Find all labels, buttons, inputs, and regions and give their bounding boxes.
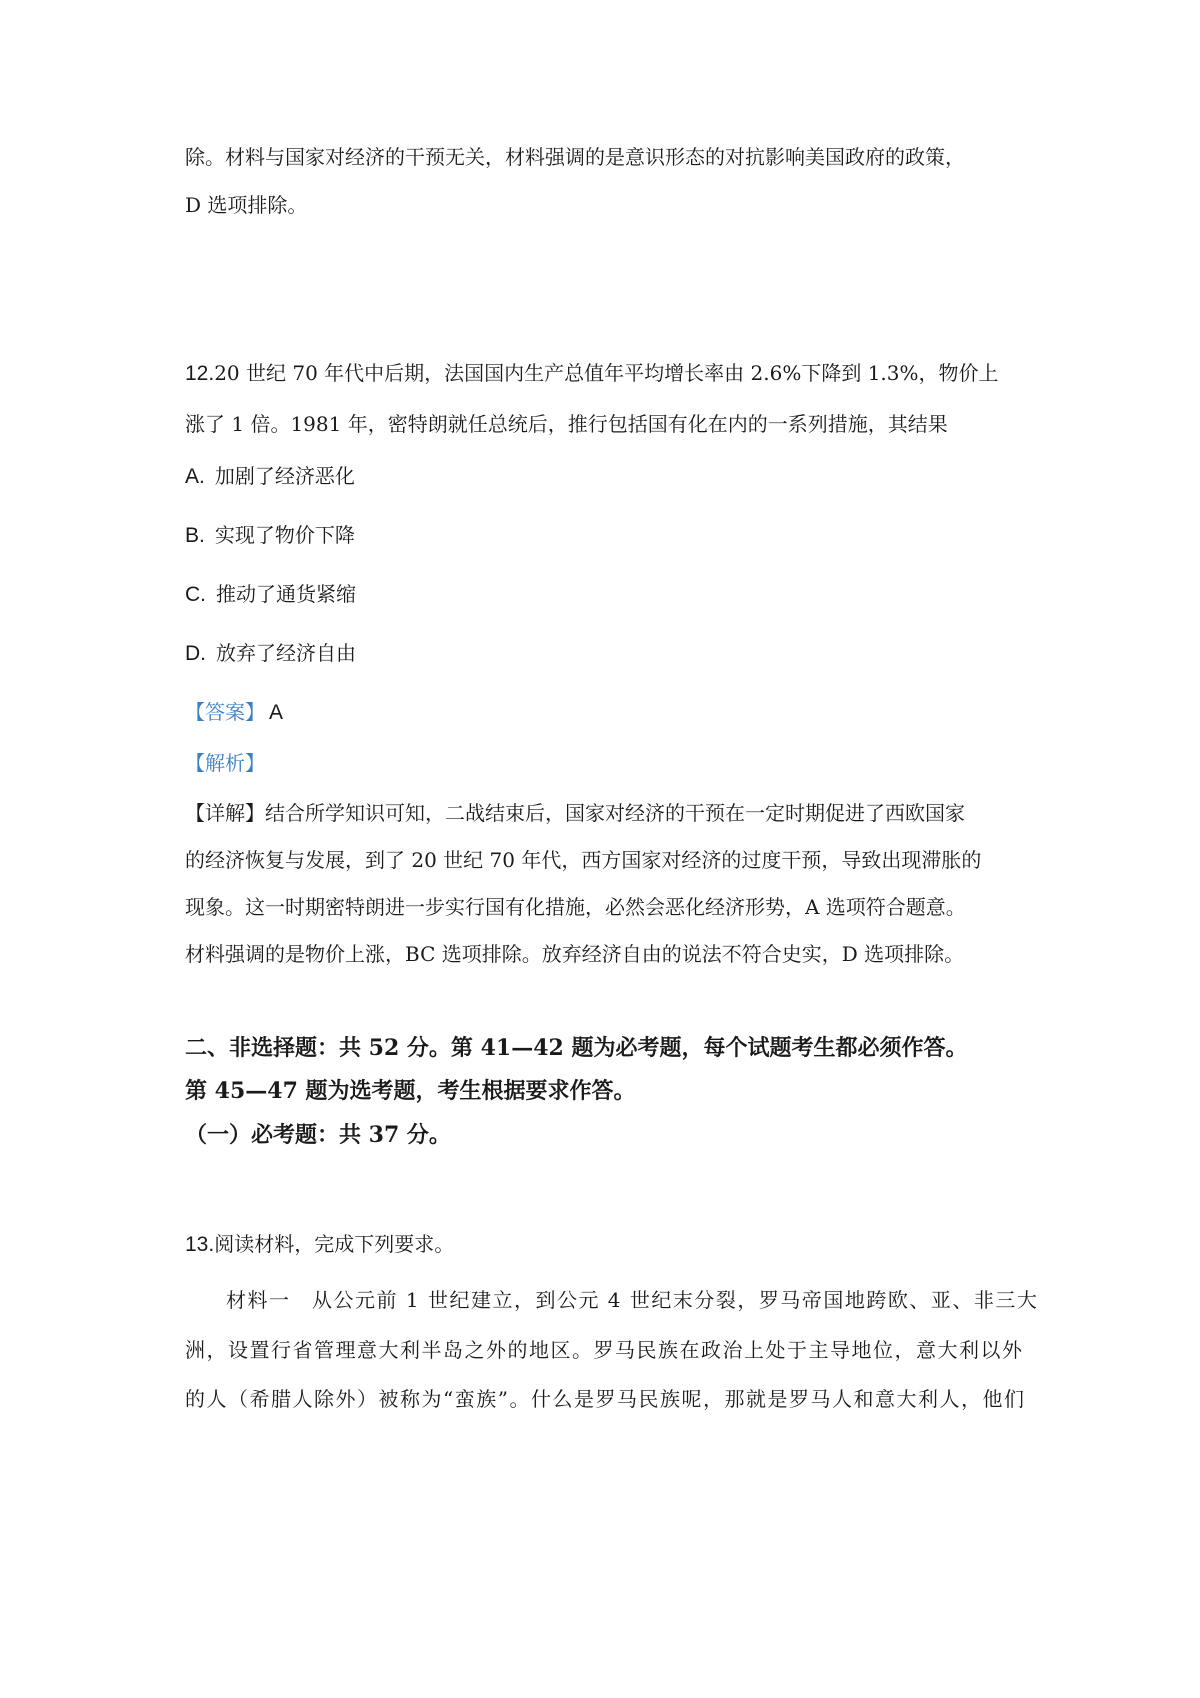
q12-stem-line-2: 涨了 1 倍。1981 年，密特朗就任总统后，推行包括国有化在内的一系列措施，其结果	[185, 412, 948, 436]
q12-option-d	[185, 639, 356, 668]
option-text: 实现了物价下降	[214, 523, 355, 547]
q12-option-b	[185, 521, 355, 550]
q12-option-c	[185, 580, 356, 609]
q13-material-line-3: 的人（希腊人除外）被称为“蛮族”。什么是罗马民族呢，那就是罗马人和意大利人，他们	[185, 1387, 1026, 1411]
option-text: 加剧了经济恶化	[214, 464, 355, 488]
option-text: 推动了通货紧缩	[216, 582, 356, 606]
q12-option-a	[185, 462, 355, 491]
q12-stem-line-1	[185, 359, 999, 388]
option-letter: A.	[185, 465, 205, 488]
option-letter: C.	[185, 583, 206, 606]
q13-stem-text: 阅读材料，完成下列要求。	[214, 1232, 455, 1256]
option-letter: B.	[185, 524, 205, 547]
section2-sub-heading: （一）必考题：共 37 分。	[185, 1122, 451, 1148]
analysis-tag: 【解析】	[185, 751, 265, 775]
q13-number: 13.	[185, 1233, 215, 1256]
q12-detail-line-4: 材料强调的是物价上涨，BC 选项排除。放弃经济自由的说法不符合史实，D 选项排除。	[185, 942, 965, 966]
q12-stem-text-1: 20 世纪 70 年代中后期，法国国内生产总值年平均增长率由 2.6%下降到 1.3%，物价上	[214, 361, 999, 385]
q12-detail-line-2: 的经济恢复与发展，到了 20 世纪 70 年代，西方国家对经济的过度干预，导致出现滞胀的	[185, 848, 982, 872]
prev-analysis-line-2: D 选项排除。	[185, 193, 308, 217]
answer-tag: 【答案】	[185, 700, 265, 724]
answer-value: A	[269, 701, 284, 724]
option-text: 放弃了经济自由	[216, 641, 356, 665]
q12-detail-line-3: 现象。这一时期密特朗进一步实行国有化措施，必然会恶化经济形势，A 选项符合题意。	[185, 895, 966, 919]
q12-answer	[185, 698, 283, 727]
q12-analysis	[185, 749, 265, 777]
q12-number: 12.	[185, 362, 215, 385]
detail-text-1: 结合所学知识可知，二战结束后，国家对经济的干预在一定时期促进了西欧国家	[265, 801, 965, 825]
q13-material-line-1: 材料一 从公元前 1 世纪建立，到公元 4 世纪末分裂，罗马帝国地跨欧、亚、非三大	[226, 1288, 1039, 1312]
prev-analysis-line-1: 除。材料与国家对经济的干预无关，材料强调的是意识形态的对抗影响美国政府的政策，	[185, 145, 965, 169]
detail-tag: 【详解】	[185, 801, 265, 825]
section2-heading-line-1: 二、非选择题：共 52 分。第 41—42 题为必考题，每个试题考生都必须作答。	[185, 1035, 968, 1061]
q12-detail-line-1	[185, 799, 965, 827]
option-letter: D.	[185, 642, 206, 665]
section2-heading-line-2: 第 45—47 题为选考题，考生根据要求作答。	[185, 1078, 636, 1104]
q13-stem	[185, 1230, 454, 1259]
q13-material-line-2: 洲，设置行省管理意大利半岛之外的地区。罗马民族在政治上处于主导地位，意大利以外	[185, 1338, 1024, 1362]
